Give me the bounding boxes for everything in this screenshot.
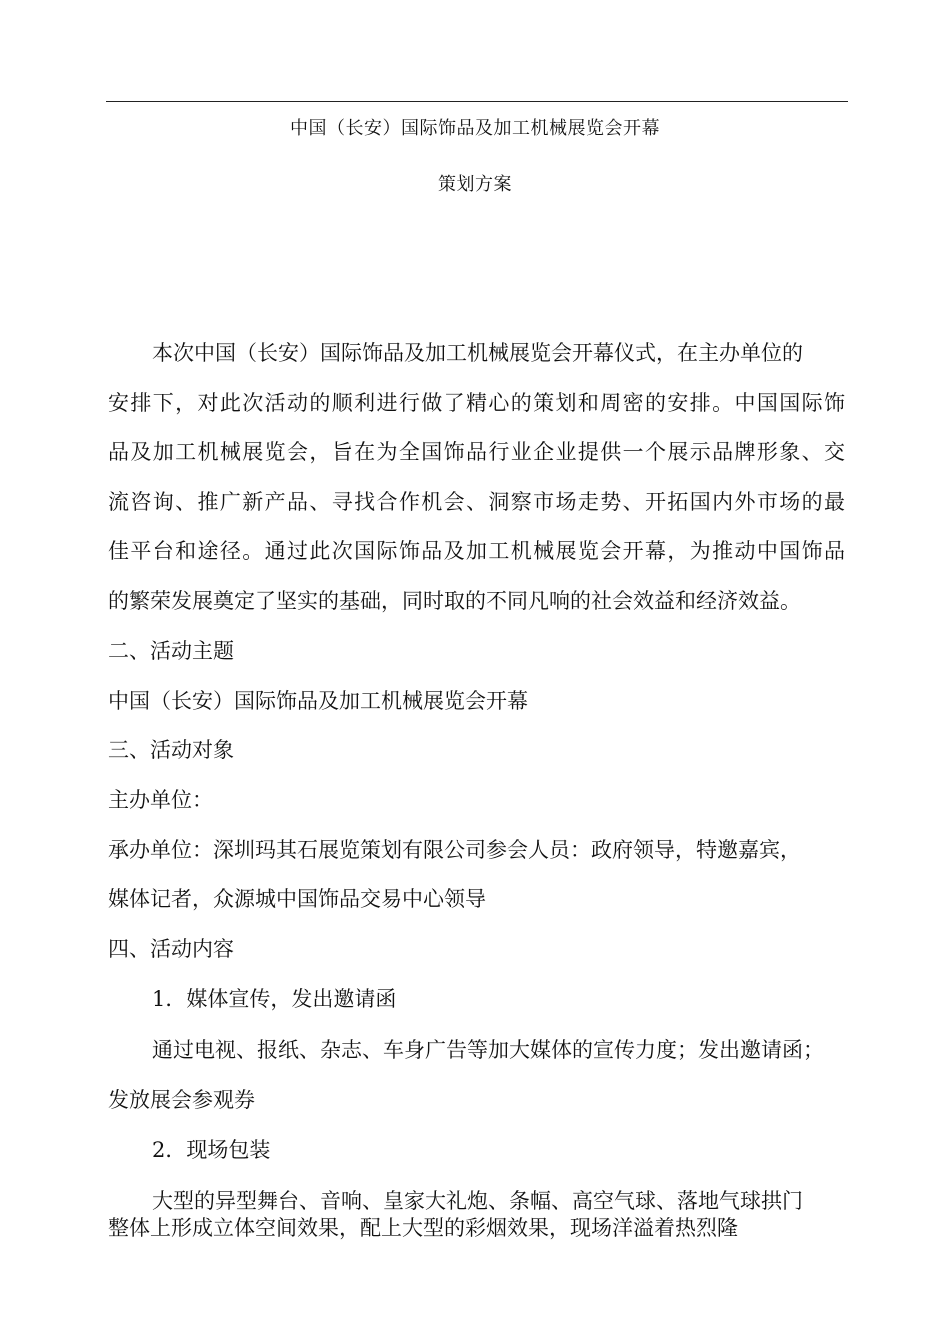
section-heading-audience: 三、活动对象	[108, 738, 234, 762]
document-title-line-1: 中国（长安）国际饰品及加工机械展览会开幕	[290, 118, 660, 139]
item-2-heading: 2．现场包装	[152, 1138, 271, 1162]
undertaker-line-2: 媒体记者，众源城中国饰品交易中心领导	[108, 887, 486, 911]
item-2-text-line-2: 整体上形成立体空间效果，配上大型的彩烟效果，现场洋溢着热烈隆	[108, 1216, 738, 1240]
header-rule	[106, 101, 848, 102]
item-1-text-line-1: 通过电视、报纸、杂志、车身广告等加大媒体的宣传力度；发出邀请函；	[152, 1038, 824, 1062]
section-heading-theme: 二、活动主题	[108, 639, 234, 663]
intro-line-2: 安排下，对此次活动的顺利进行做了精心的策划和周密的安排。中国国际饰	[108, 391, 845, 415]
intro-line-4: 流咨询、推广新产品、寻找合作机会、洞察市场走势、开拓国内外市场的最	[108, 490, 845, 514]
item-1-text-line-2: 发放展会参观券	[108, 1088, 255, 1112]
document-title-line-2: 策划方案	[438, 174, 512, 195]
item-2-text-line-1: 大型的异型舞台、音响、皇家大礼炮、条幅、高空气球、落地气球拱门	[152, 1189, 803, 1213]
intro-line-6: 的繁荣发展奠定了坚实的基础，同时取的不同凡响的社会效益和经济效益。	[108, 589, 801, 613]
organizer-line: 主办单位：	[108, 788, 213, 812]
undertaker-line-1: 承办单位：深圳玛其石展览策划有限公司参会人员：政府领导，特邀嘉宾，	[108, 838, 801, 862]
intro-line-5: 佳平台和途径。通过此次国际饰品及加工机械展览会开幕，为推动中国饰品	[108, 539, 845, 563]
section-heading-content: 四、活动内容	[108, 937, 234, 961]
intro-line-1: 本次中国（长安）国际饰品及加工机械展览会开幕仪式，在主办单位的	[152, 341, 803, 365]
item-1-heading: 1．媒体宣传，发出邀请函	[152, 987, 397, 1011]
theme-text: 中国（长安）国际饰品及加工机械展览会开幕	[108, 689, 528, 713]
intro-line-3: 品及加工机械展览会，旨在为全国饰品行业企业提供一个展示品牌形象、交	[108, 440, 845, 464]
